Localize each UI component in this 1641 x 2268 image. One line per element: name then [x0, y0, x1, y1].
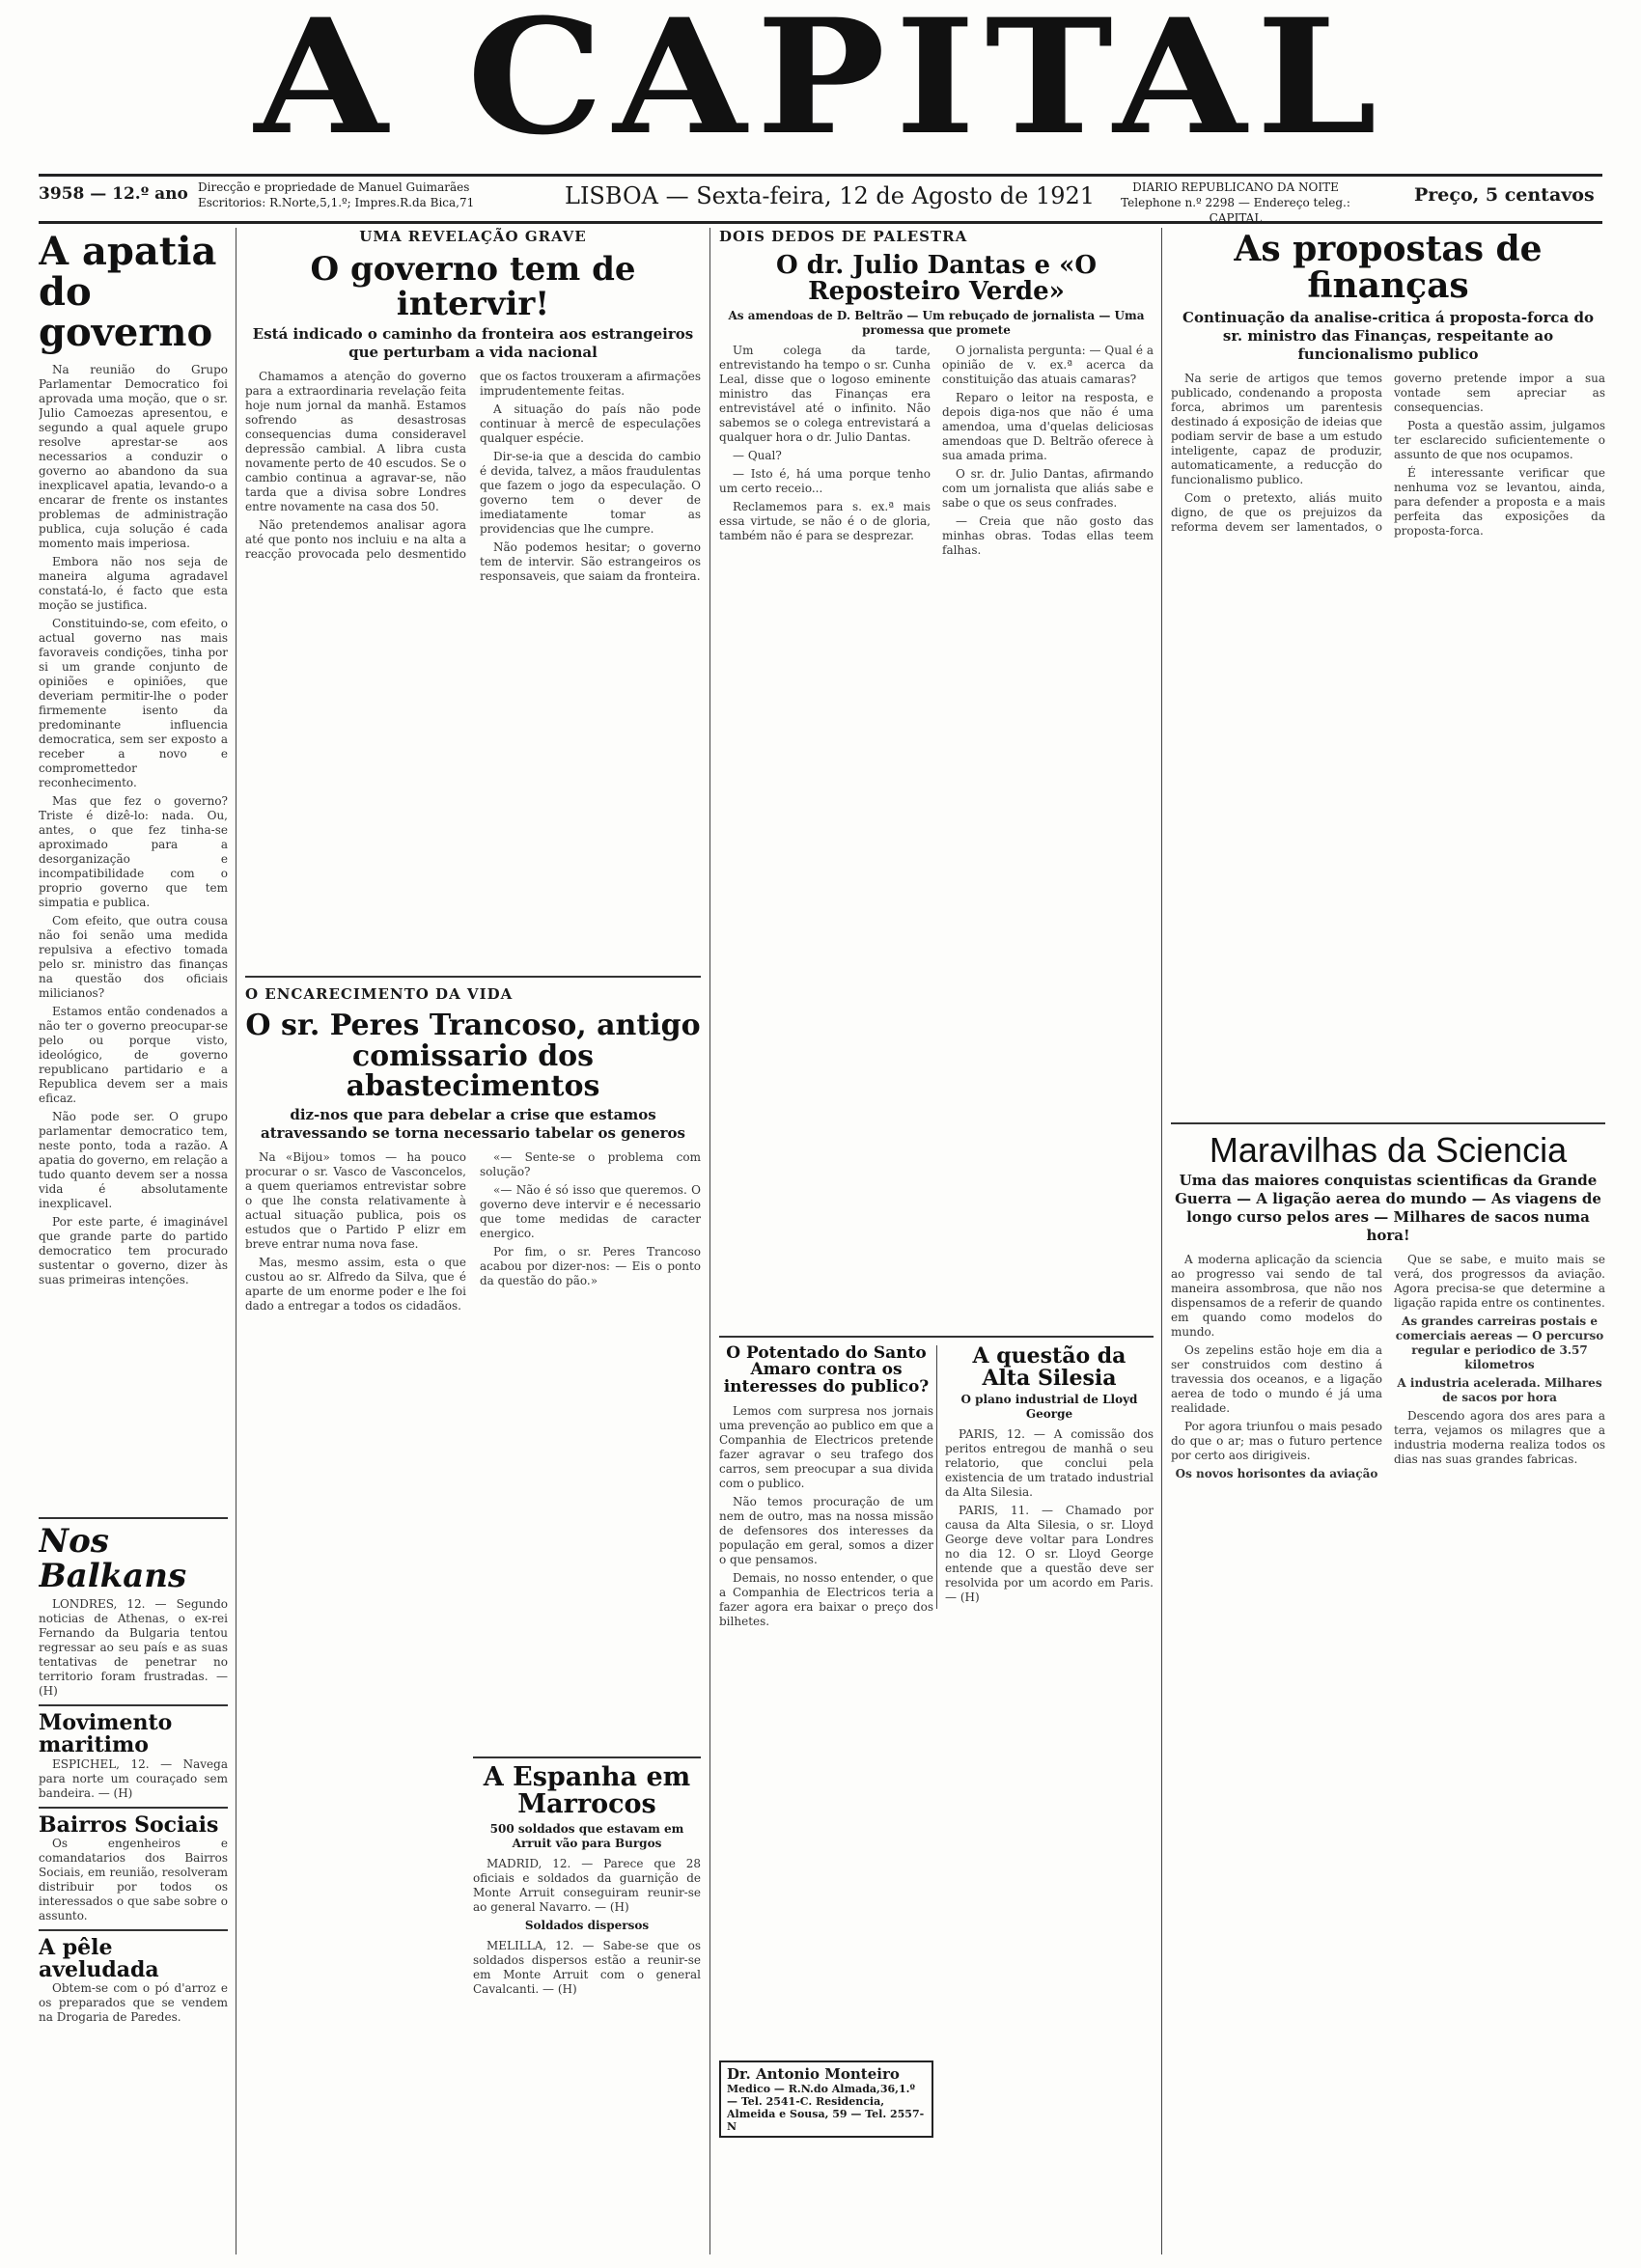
paragraph: ESPICHEL, 12. — Navega para norte um couraçado sem bandeira. — (H): [39, 1756, 228, 1800]
paragraph: Que se sabe, e muito mais se verá, dos progressos da aviação. Agora precisa-se que determine a ligação rapida entre os continentes.: [1394, 1253, 1605, 1311]
column-3: [719, 228, 1154, 2254]
article-potentado: [719, 1404, 933, 2061]
paragraph: Não temos procuração de um nem de outro, mas na nossa missão de defensores dos interesses da população em geral, somos a dizer o que pensamos.: [719, 1495, 933, 1567]
ad-name: Dr. Antonio Monteiro: [727, 2065, 900, 2084]
subhead-espanha: 500 soldados que estavam em Arruit vão para Burgos: [489, 1821, 684, 1850]
masthead: [0, 0, 1641, 170]
paragraph: — Isto é, há uma porque tenho um certo receio...: [719, 466, 931, 495]
headline-peres-trancoso: O sr. Peres Trancoso, antigo comissario dos abastecimentos: [245, 1009, 701, 1104]
article-pele: [39, 1981, 228, 2025]
paragraph: Um colega da tarde, entrevistando ha tempo o sr. Cunha Leal, disse que o logoso eminente ministro das Finanças era entrevistável até o infinito. Não sabemos se o colega entrevistará a qualquer hora o dr. Julio Dantas.: [719, 343, 931, 444]
subhead-carreiras: As grandes carreiras postais e comerciais aereas — O percurso regular e periodico de 3.57 kilometros: [1395, 1314, 1604, 1372]
diario-line: DIARIO REPUBLICANO DA NOITE: [1132, 180, 1339, 194]
article-silesia: [945, 1427, 1154, 1605]
paragraph: Embora não nos seja de maneira alguma agradavel constatá-lo, é facto que esta moção se justifica.: [39, 555, 228, 612]
paragraph: PARIS, 11. — Chamado por causa da Alta Silesia, o sr. Lloyd George deve voltar para Londres no dia 12. O sr. Lloyd George entende que a questão deve ser resolvida por um acordo em Paris. — (H): [945, 1503, 1154, 1604]
section-divider: [39, 1517, 228, 1519]
paragraph: Posta a questão assim, julgamos ter esclarecido suficientemente o assunto de que nos ocupamos.: [1394, 418, 1605, 461]
subhead-silesia: O plano industrial de Lloyd George: [960, 1392, 1138, 1421]
paragraph: A moderna aplicação da sciencia ao progresso vai sendo de tal maneira assombrosa, que não nos dispensamos de a referir de quando em quando como modelos do mundo.: [1171, 1253, 1382, 1340]
ad-details: Medico — R.N.do Almada,36,1.º — Tel. 2541-C. Residencia, Almeida e Sousa, 59 — Tel. 2557-N: [727, 2083, 925, 2134]
subhead-soldados: Soldados dispersos: [524, 1918, 650, 1932]
subhead-industria: A industria acelerada. Milhares de sacos por hora: [1397, 1376, 1602, 1405]
issue-number: 3958 — 12.º ano: [39, 184, 188, 204]
paragraph: Demais, no nosso entender, o que a Companhia de Electricos teria a fazer agora era baixar o preço dos bilhetes.: [719, 1571, 933, 1629]
offices-line: Escritorios: R.Norte,5,1.º; Impres.R.da Bica,71: [198, 196, 475, 209]
headline-propostas: As propostas de finanças: [1234, 229, 1543, 306]
direction-line: Direcção e propriedade de Manuel Guimarães: [198, 180, 470, 194]
headline-movimento: Movimento maritimo: [39, 1710, 173, 1758]
headline-silesia: A questão da Alta Silesia: [972, 1342, 1126, 1391]
dateline: LISBOA — Sexta-feira, 12 de Agosto de 1921: [565, 182, 1096, 209]
paragraph: Os zepelins estão hoje em dia a ser construidos com destino á travessia dos oceanos, e a ligação aerea de todo o mundo é já uma realidade.: [1171, 1343, 1382, 1416]
headline-pele: A pêle aveludada: [39, 1934, 159, 1982]
article-bairros: [39, 1837, 228, 1923]
paragraph: Mas, mesmo assim, esta o que custou ao sr. Alfredo da Silva, que é aparte de um enorme poder e lhe foi dado a entregar a todos os cidadãos.: [245, 1255, 466, 1313]
paragraph: Por agora triunfou o mais pesado do que o ar; mas o futuro pertence por certo aos dirigiveis.: [1171, 1420, 1382, 1463]
info-bar: [39, 174, 1602, 224]
subhead-propostas: Continuação da analise-critica á proposta-forca do sr. ministro das Finanças, respeitante ao funcionalismo publico: [1182, 308, 1594, 363]
section-divider: [39, 1929, 228, 1931]
section-divider: [1171, 1122, 1605, 1124]
section-divider: [39, 1704, 228, 1706]
paragraph: É interessante verificar que nenhuma voz se levantou, ainda, para defender a proposta e a mais perfeita das exposições da proposta-forca.: [1394, 465, 1605, 538]
subhead-horizontes: Os novos horisontes da aviação: [1175, 1467, 1378, 1481]
headline-espanha: A Espanha em Marrocos: [483, 1762, 691, 1820]
paragraph: Na «Bijou» tomos — ha pouco procurar o sr. Vasco de Vasconcelos, a quem queriamos entrevistar sobre o que lhe consta relativamente à actual situação publica, pois os estudos que o Partido P elizr em breve entrar numa nova fase.: [245, 1149, 466, 1251]
paragraph: PARIS, 12. — A comissão dos peritos entregou de manhã o seu relatorio, que conclui pela existencia de um tratado industrial da Alta Silesia.: [945, 1426, 1154, 1499]
column-4: [1171, 228, 1605, 2254]
paragraph: O sr. dr. Julio Dantas, afirmando com um jornalista que aliás sabe e sabe o que os seus confrades.: [942, 466, 1154, 510]
telephone-line: Telephone n.º 2298 — Endereço teleg.: CAPITAL: [1121, 196, 1350, 225]
paper-description: [1096, 180, 1376, 226]
paragraph: Constituindo-se, com efeito, o actual governo nas mais favoraveis condições, tinha por si um grande conjunto de opiniões e opiniões, que deveriam permitir-lhe o poder firmemente isento da predominante influencia democratica, sem ser exposto a receber a novo e compromettedor reconhecimento.: [39, 617, 228, 789]
paragraph: MELILLA, 12. — Sabe-se que os soldados dispersos estão a reunir-se em Monte Arruit com o general Cavalcanti. — (H): [473, 1938, 701, 1996]
price: Preço, 5 centavos: [1414, 184, 1595, 206]
paragraph: Por este parte, é imaginável que grande parte do partido democratico tem procurado sustentar o governo, dizer às suas primeiras intenções.: [39, 1215, 228, 1286]
subhead-governo-intervir: Está indicado o caminho da fronteira aos estrangeiros que perturbam a vida nacional: [252, 325, 694, 362]
article-soldados: [473, 1939, 701, 1997]
paragraph: LONDRES, 12. — Segundo noticias de Athenas, o ex-rei Fernando da Bulgaria tentou regressar ao seu país e as suas tentativas de penetrar no territorio foram frustradas. — (H): [39, 1597, 228, 1699]
ad-antonio-monteiro: [719, 2061, 933, 2138]
article-governo-intervir: [245, 370, 701, 968]
headline-governo-intervir: O governo tem de intervir!: [310, 250, 636, 323]
kicker-revelacao: UMA REVELAÇÃO GRAVE: [359, 228, 587, 245]
kicker-dois-dedos: DOIS DEDOS DE PALESTRA: [719, 228, 968, 245]
article-espanha-box: [473, 1756, 701, 2251]
paragraph: Dir-se-ia que a descida do cambio é devida, talvez, a mãos fraudulentas que fazem o jogo da especulação. O governo tem o dever de imediatamente tomar as providencias que lhe cumpre.: [480, 450, 701, 537]
headline-apatia: A apatia do governo: [39, 229, 217, 355]
paragraph: — Creia que não gosto das minhas obras. Todas ellas teem falhas.: [942, 513, 1154, 557]
paragraph: Descendo agora dos ares para a terra, vejamos os milagres que a industria moderna realiza todos os dias nas suas grandes fabricas.: [1394, 1409, 1605, 1467]
subhead-ciencia: Uma das maiores conquistas scientificas da Grande Guerra — A ligação aerea do mundo — As viagens de longo curso pelos ares — Milhares de sacos numa hora!: [1175, 1172, 1601, 1245]
article-julio-dantas: [719, 344, 1154, 1328]
paragraph: Lemos com surpresa nos jornais uma prevenção ao publico em que a Companhia de Electricos pretende fazer agravar o seu trafego dos carros, sem preocupar a sua divida com o publico.: [719, 1404, 933, 1491]
paragraph: Na serie de artigos que temos publicado, condenando a proposta forca, abrimos um parentesis destinado á exposição de ideias que podiam servir de base a um estudo inteligente, capaz de produzir, automaticamente, a reducção do funcionalismo publico.: [1171, 371, 1382, 486]
article-apatia: [39, 363, 228, 1511]
paragraph: A situação do país não pode continuar à mercê de especulações qualquer espécie.: [480, 402, 701, 446]
direction-info: [198, 180, 487, 210]
paragraph: Na reunião do Grupo Parlamentar Democratico foi aprovada uma moção, que o sr. Julio Camoezas apresentou, e segundo a qual aquele grupo resolve aprestar-se aos necessarios a conduzir o governo ao abandono da sua inexplicavel apatia, levando-o a encarar de frente os instantes problemas de administração publica, cuja solução é cada momento mais imperiosa.: [39, 363, 228, 550]
paragraph: Estamos então condenados a não ter o governo preocupar-se pelo ou porque visto, ideológico, de governo republicano partidario e a Republica devem ser a mais eficaz.: [39, 1005, 228, 1105]
paragraph: Os engenheiros e comandatarios dos Bairros Sociais, em reunião, resolveram distribuir por todos os interessados o que sabe sobre o assunto.: [39, 1836, 228, 1922]
article-propostas: [1171, 372, 1605, 1115]
paragraph: Reparo o leitor na resposta, e depois diga-nos que não é uma amendoa, uma d'quelas deliciosas amendoas que D. Beltrão oferece à sua amada prima.: [942, 390, 1154, 462]
paragraph: Obtem-se com o pó d'arroz e os preparados que se vendem na Drogaria de Paredes.: [39, 1980, 228, 2024]
paragraph: Não podemos hesitar; o governo tem de intervir. São estrangeiros os responsaveis, que saiam da fronteira.: [480, 540, 701, 584]
article-espanha: [473, 1857, 701, 1915]
headline-julio-dantas: O dr. Julio Dantas e «O Reposteiro Verde»: [776, 251, 1097, 307]
article-movimento: [39, 1757, 228, 1801]
column-1: [39, 228, 228, 2254]
paragraph: «— Não é só isso que queremos. O governo deve intervir e é necessario que tome medidas de caracter energico.: [480, 1182, 701, 1240]
article-potentado-wrap: [719, 1342, 933, 2139]
paragraph: Com o pretexto, aliás muito digno, de que os prejuizos da reforma devem ser lamentados, o governo pretende impor a sua vontade sem apreciar as consequencias.: [1171, 371, 1605, 534]
newspaper-title: A CAPITAL: [254, 0, 1387, 170]
headline-bairros: Bairros Sociais: [39, 1812, 219, 1838]
headline-potentado: O Potentado do Santo Amaro contra os interesses do publico?: [723, 1342, 930, 1397]
paragraph: Por fim, o sr. Peres Trancoso acabou por dizer-nos: — Eis o ponto da questão do pão.»: [480, 1244, 701, 1287]
paragraph: Com efeito, que outra cousa não foi senão uma medida repulsiva a efectivo tomada pelo sr. ministro das finanças na questão dos oficiais milicianos?: [39, 914, 228, 1000]
headline-balkans: Nos Balkans: [39, 1522, 187, 1595]
paragraph: — Qual?: [733, 448, 782, 462]
section-divider: [245, 976, 701, 978]
paragraph: MADRID, 12. — Parece que 28 oficiais e soldados da guarnição de Monte Arruit conseguiram reunir-se ao general Navarro. — (H): [473, 1856, 701, 1914]
paragraph: «— Sente-se o problema com solução?: [480, 1149, 701, 1178]
subhead-julio-dantas: As amendoas de D. Beltrão — Um rebuçado de jornalista — Uma promessa que promete: [728, 308, 1145, 337]
paragraph: Reclamemos para s. ex.ª mais essa virtude, se não é o de gloria, também não é para se desprezar.: [719, 499, 931, 542]
article-silesia-wrap: [936, 1342, 1154, 1609]
subhead-peres-trancoso: diz-nos que para debelar a crise que estamos atravessando se torna necessario tabelar os generos: [261, 1105, 685, 1142]
paragraph: Mas que fez o governo? Triste é dizê-lo: nada. Ou, antes, o que fez tinha-se aproximado para a desorganização e incompatibilidade com o proprio governo que tem simpatia e publica.: [39, 794, 228, 909]
paragraph: Não pretendemos analisar agora até que ponto nos incluiu e na alta a reacção provocada pelo desmentido que os factos trouxeram a afirmações imprudentemente feitas.: [245, 370, 701, 562]
paragraph: Chamamos a atenção do governo para a extraordinaria revelação feita hoje num jornal da manhã. Estamos sofrendo as desastrosas consequencias duma consideravel depressão cambial. A libra custa novamente perto de 40 escudos. Se o cambio continua a agravar-se, não tarda que a divisa sobre Londres entre novamente na casa dos 50.: [245, 370, 466, 514]
article-balkans: [39, 1597, 228, 1699]
column-rule: [709, 228, 710, 2254]
section-divider: [719, 1336, 1154, 1338]
kicker-encarecimento: O ENCARECIMENTO DA VIDA: [245, 985, 514, 1004]
article-ciencia: [1171, 1253, 1605, 2121]
headline-ciencia: Maravilhas da Sciencia: [1209, 1129, 1568, 1170]
section-divider: [39, 1807, 228, 1809]
column-rule: [1161, 228, 1162, 2254]
paragraph: O jornalista pergunta: — Qual é a opinião de v. ex.ª acerca da constituição das atuais camaras?: [942, 343, 1154, 386]
paragraph: Não pode ser. O grupo parlamentar democratico tem, neste ponto, toda a razão. A apatia do governo, em relação a tudo quanto devem ser a nossa vida é absolutamente inexplicavel.: [39, 1110, 228, 1210]
